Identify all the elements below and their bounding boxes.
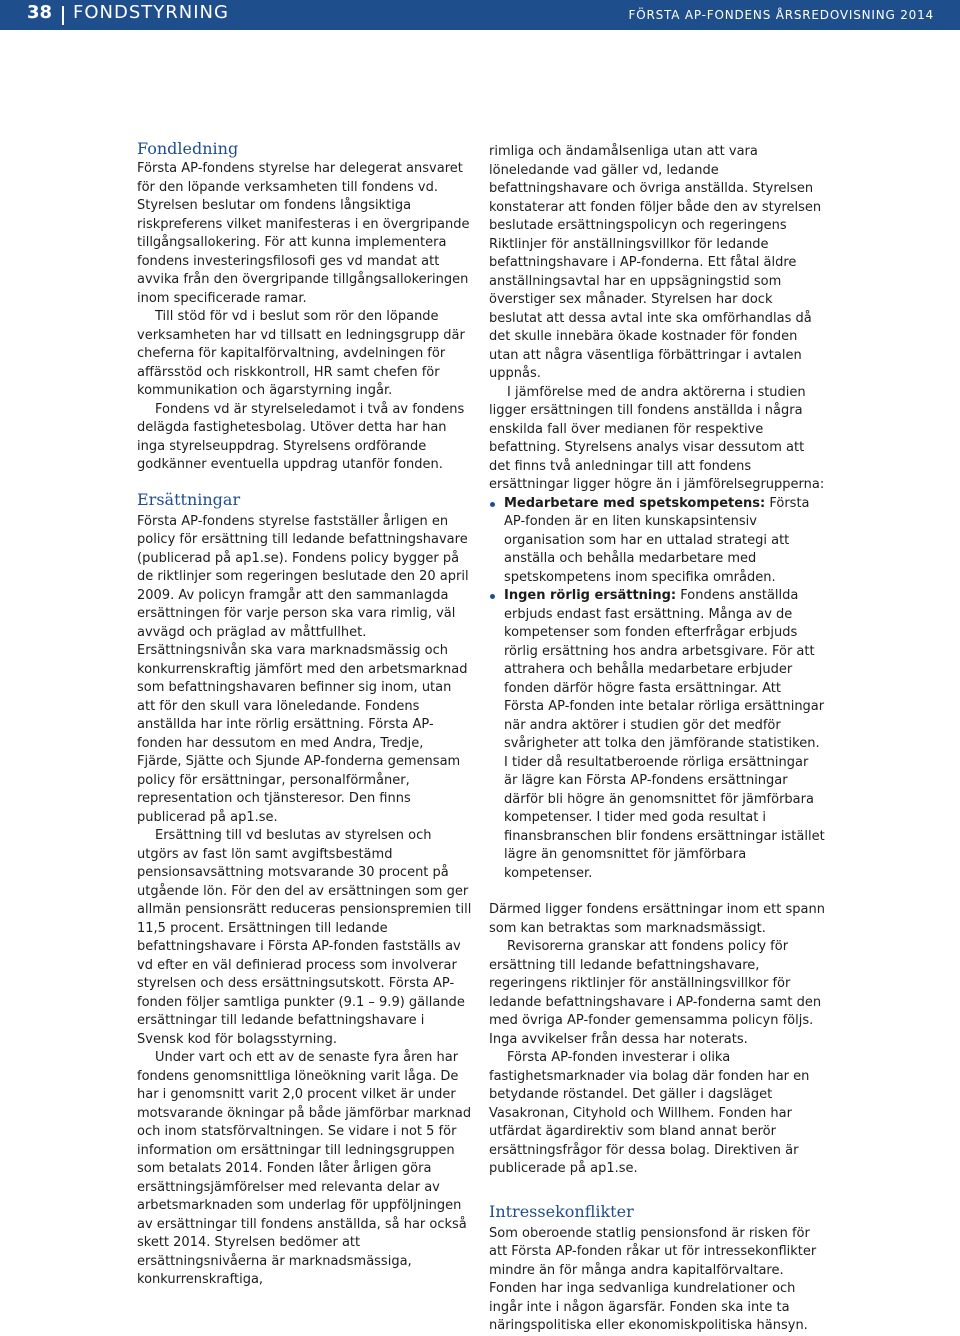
paragraph: Första AP-fonden investerar i olika fastighetsmarknader via bolag där fonden har en betydande röstandel. Det gäller i dagsläget Vasakronan, Cityhold och Willhem. Fonden har utfärdat ägardirektiv som bland annat berör ersättningsfrågor för dessa bolag. Direktiven är publicerade på ap1.se. <box>489 1050 810 1176</box>
bullet-text: Fondens anställda erbjuds endast fast ersättning. Många av de kompetenser som fonden efterfrågar erbjuds rörlig ersättning hos andra arbetsgivare. För att attrahera och behålla medarbetare erbjuder fonden därför högre fasta ersättningar. Att Första AP-fonden inte betalar rörliga ersättningar när andra aktörer i studien gör det medför svårigheter att tolka den jämförande statistiken. I tider då resultatberoende rörliga ersättningar är lägre kan Första AP-fondens ersättningar därför bli högre än genomsnittet för jämförbara kompetenser. I tider med goda resultat i finansbranschen blir fondens ersättningar istället lägre än genomsnittet för jämförbara kompetenser. <box>504 588 825 881</box>
header-bar <box>0 0 960 30</box>
paragraph: Till stöd för vd i beslut som rör den löpande verksamheten har vd tillsatt en ledningsgrupp där cheferna för kapitalförvaltning, avdelningen för affärsstöd och riskkontroll, HR samt chefen för kommunikation och ägarstyrning ingår. <box>137 309 465 398</box>
heading-fondledning: Fondledning <box>137 139 239 158</box>
section-title: FONDSTYRNING <box>73 2 229 23</box>
bullet-list <box>489 495 825 884</box>
bullet-item <box>504 587 825 883</box>
paragraph: rimliga och ändamålsenliga utan att vara löneledande vad gäller vd, ledande befattningshavare och övriga anställda. Styrelsen konstaterar att fonden följer både den av styrelsen beslutade ersättningspolicyn och regeringens Riktlinjer för anställningsvillkor för ledande befattningshavare i AP-fonderna. Ett fåtal äldre anställningsavtal har en uppsägningstid som överstiger sex månader. Styrelsen har dock beslutat att dessa avtal inte ska omförhandlas då det skulle innebära ökade kostnader för fonden utan att några väsentliga förbättringar i avtalen uppnås. <box>489 144 822 381</box>
paragraph: Fondens vd är styrelseledamot i två av fondens delägda fastighetesbolag. Utöver detta har han inga styrelseuppdrag. Styrelsens ordförande godkänner eventuella uppdrag utanför fonden. <box>137 401 465 472</box>
paragraph: Första AP-fondens styrelse har delegerat ansvaret för den löpande verksamheten till fondens vd. Styrelsen beslutar om fondens långsiktiga riskpreferens vilket manifesteras i en övergripande tillgångsallokering. För att kunna implementera fondens investeringsfilosofi ges vd mandat att avvika från den övergripande tillgångsallokeringen inom specificerade ramar. <box>137 161 470 306</box>
paragraph: I jämförelse med de andra aktörerna i studien ligger ersättningen till fondens anställda i några enskilda fall över medianen för respektive befattning. Styrelsens analys visar dessutom att det finns två anledningar till att fondens ersättningar ligger högre än i jämförelsegrupperna: <box>489 384 825 492</box>
paragraph: Under vart och ett av de senaste fyra åren har fondens genomsnittliga löneökning varit låga. De har i genomsnitt varit 2,0 procent vilket är under motsvarande ökningar på både jämförbar marknad och inom statsförvaltningen. Se vidare i not 5 för information om ersättningar till ledningsgruppen som betalats 2014. Fonden låter årligen göra ersättningsjämförelser med relevanta delar av arbetsmarknaden som underlag för uppföljningen av ersättningar till fondens anställda, så har också skett 2014. Styrelsen bedömer att ersättningsnivåerna är marknadsmässiga, konkurrenskraftiga, <box>137 1050 472 1287</box>
left-column <box>137 138 472 1290</box>
right-column <box>489 143 825 1336</box>
paragraph: Ersättning till vd beslutas av styrelsen och utgörs av fast lön samt avgiftsbestämd pensionsavsättning motsvarande 30 procent på utgående lön. För den del av ersättningen som ger allmän pensionsrätt reduceras pensionspremien till 11,5 procent. Ersättningen till ledande befattningshavare i Första AP-fonden fastställs av vd efter en väl definierad process som involverar styrelsen och dess ersättningsutskott. Första AP-fonden följer samtliga punkter (9.1 – 9.9) gällande ersättningar till ledande befattningshavare i Svensk kod för bolagsstyrning. <box>137 828 472 1047</box>
page-number: 38 <box>27 2 53 23</box>
paragraph: Revisorerna granskar att fondens policy för ersättning till ledande befattningshavare, regeringens riktlinjer för anställningsvillkor för ledande befattningshavare i AP-fonderna samt den med övriga AP-fonder gemensamma policyn följs. Inga avvikelser från dessa har noterats. <box>489 939 822 1047</box>
bullet-text: Första AP-fonden är en liten kunskapsintensiv organisation som har en uttalad strategi att anställa och behålla medarbetare med spetskompetens inom specifika områden. <box>504 495 810 585</box>
heading-ersattningar: Ersättningar <box>137 489 241 509</box>
bullet-item <box>504 495 825 588</box>
paragraph: Därmed ligger fondens ersättningar inom ett spann som kan betraktas som marknadsmässigt. <box>489 902 825 936</box>
bullet-title: Ingen rörlig ersättning: <box>504 588 677 603</box>
heading-intressekonflikter: Intressekonflikter <box>489 1201 634 1221</box>
paragraph: Första AP-fondens styrelse fastställer årligen en policy för ersättning till ledande befattningshavare (publicerad på ap1.se). Fondens policy bygger på de riktlinjer som regeringen beslutade den 20 april 2009. Av policyn framgår att den sammanlagda ersättningen för varje person ska vara rimlig, väl avvägd och präglad av måttfullhet. Ersättningsnivån ska vara marknadsmässig och konkurrenskraftig jämfört med den arbetsmarknad som befattningshavaren befinner sig inom, utan att för den skull vara löneledande. Fondens anställda har inte rörlig ersättning. Första AP-fonden har dessutom en med Andra, Tredje, Fjärde, Sjätte och Sjunde AP-fonderna gemensam policy för ersättningar, personalförmåner, representation och tjänsteresor. Den finns publicerad på ap1.se. <box>137 513 469 825</box>
header-divider <box>62 6 64 25</box>
report-title: FÖRSTA AP-FONDENS ÅRSREDOVISNING 2014 <box>628 8 934 22</box>
paragraph: Som oberoende statlig pensionsfond är risken för att Första AP-fonden råkar ut för intressekonflikter mindre än för många andra kapitalförvaltare. Fonden har inga sedvanliga kundrelationer och ingår inte i någon ägarsfär. Fonden ska inte ta näringspolitiska eller ekonomiskpolitiska hänsyn. <box>489 1225 817 1333</box>
bullet-title: Medarbetare med spetskompetens: <box>504 495 766 511</box>
